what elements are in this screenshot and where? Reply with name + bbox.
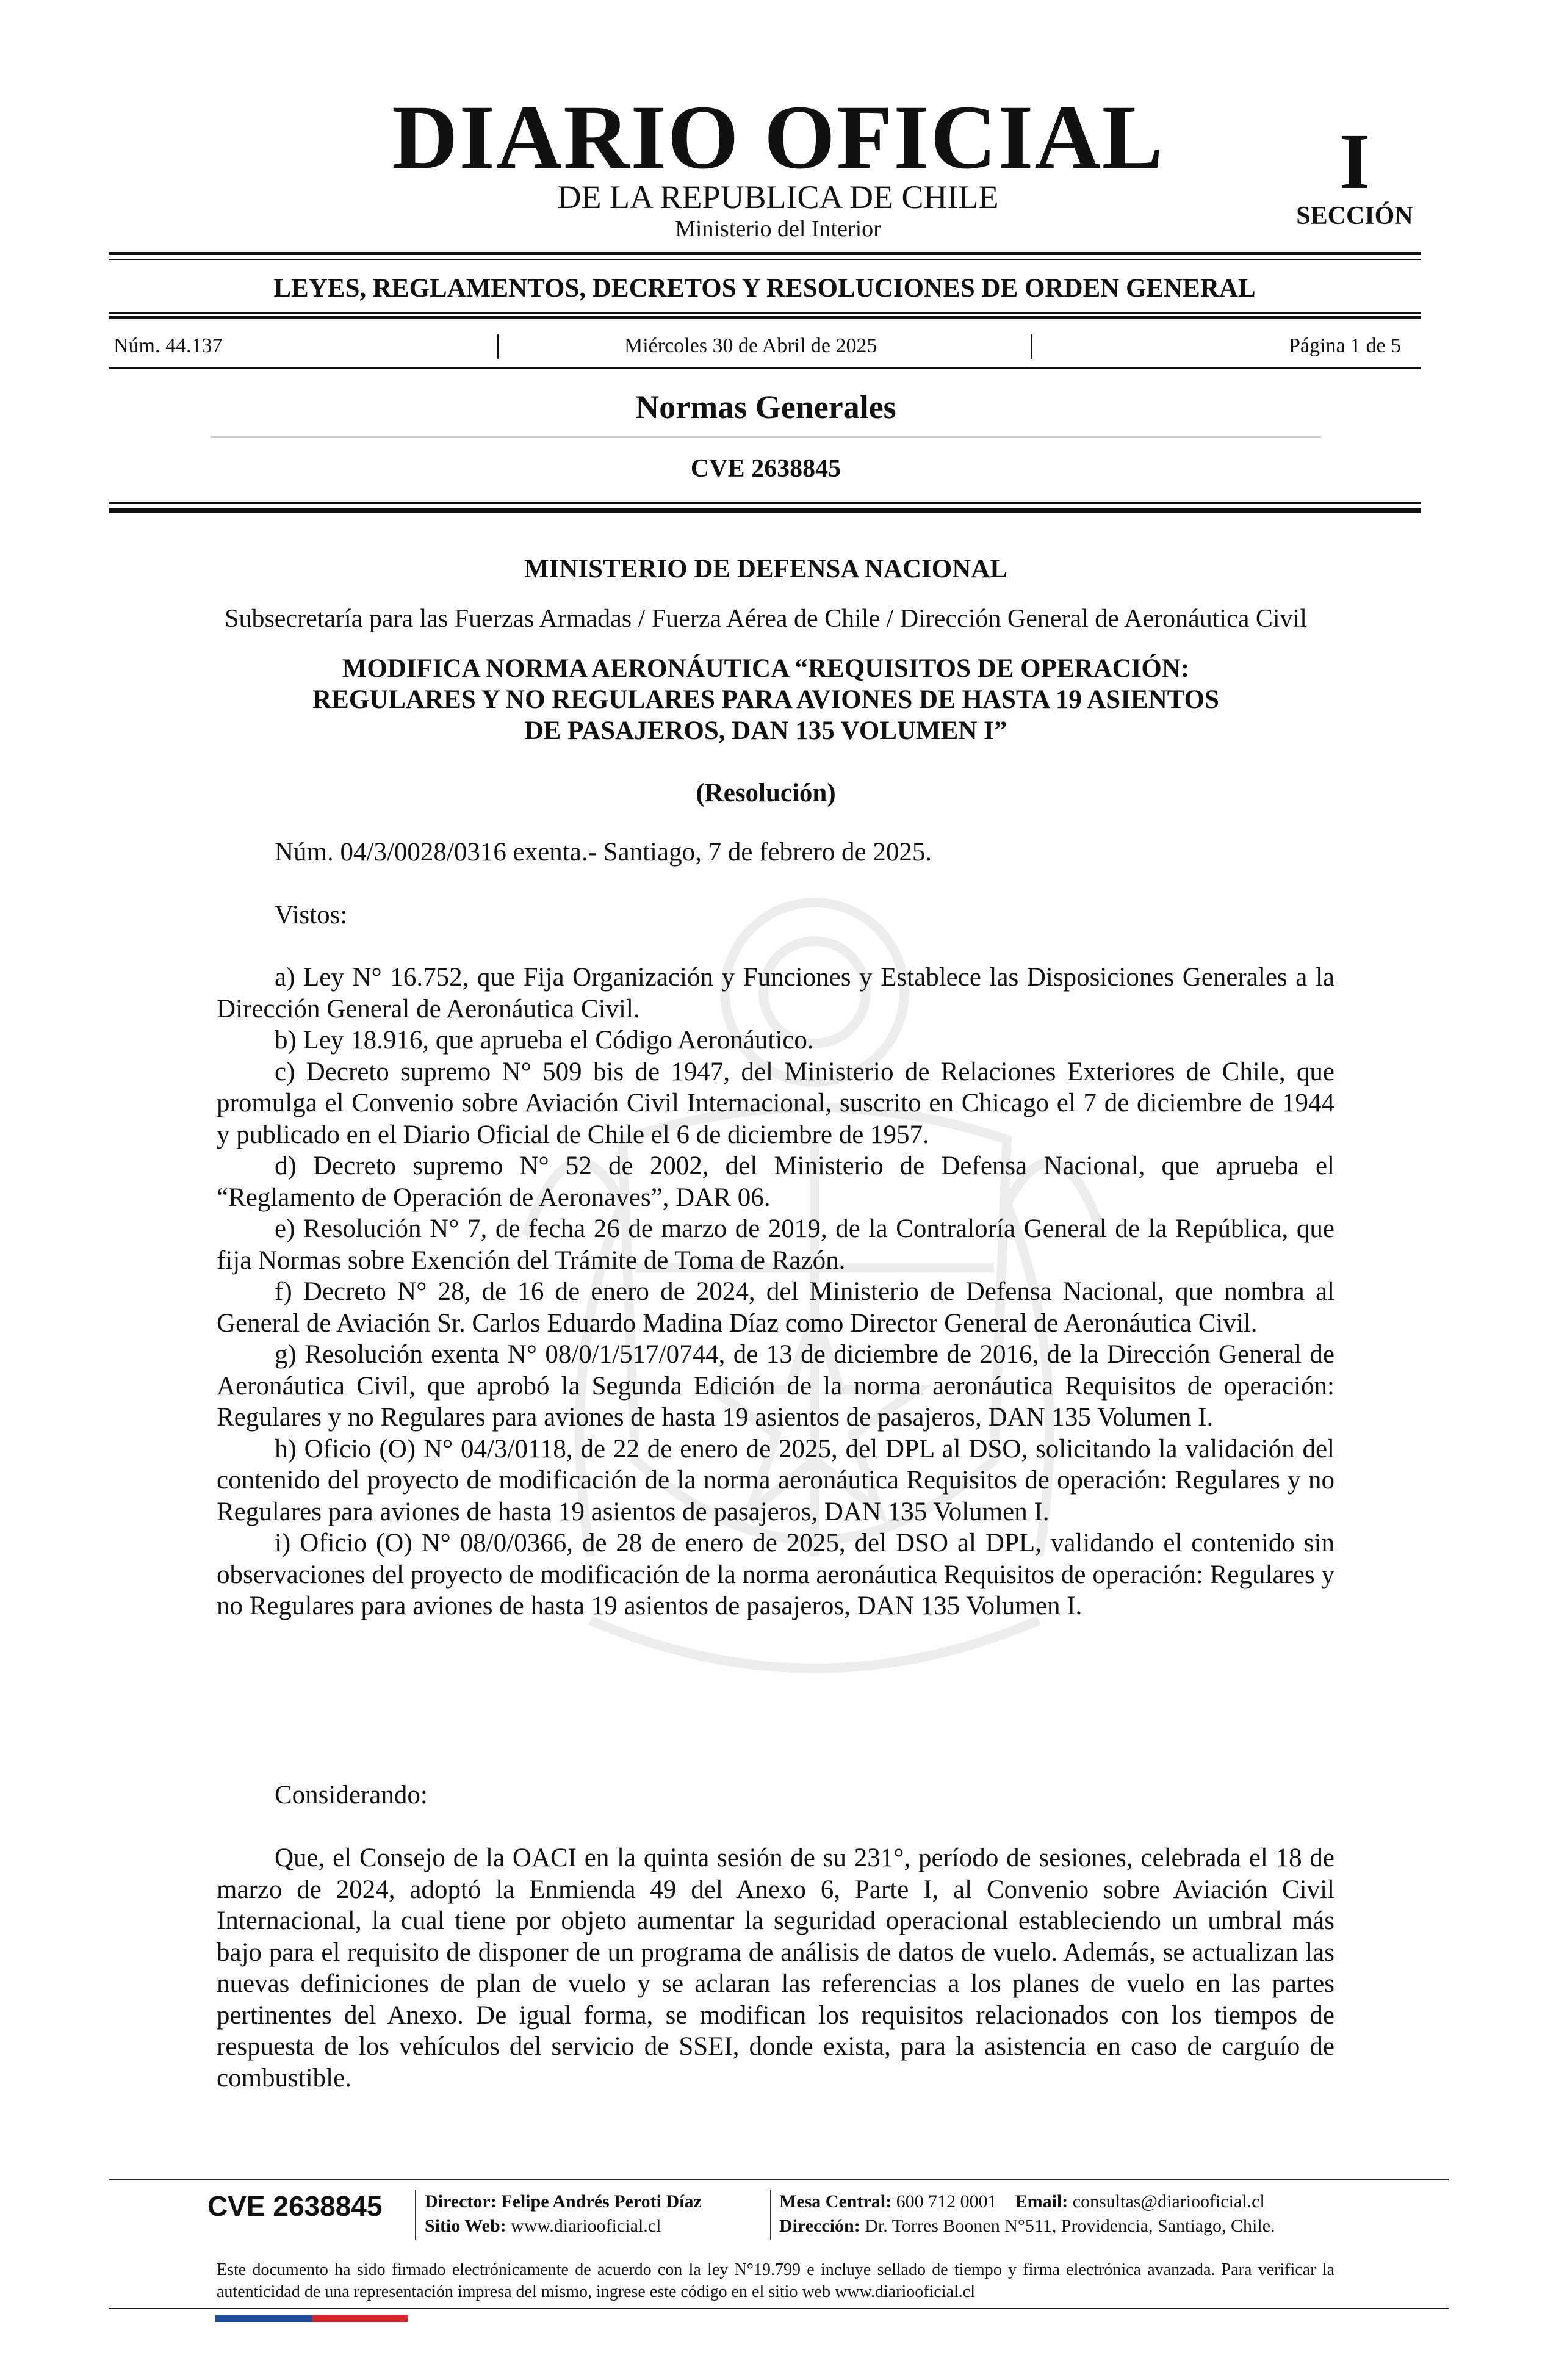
director-name: Felipe Andrés Peroti Díaz (501, 2191, 702, 2212)
newspaper-subtitle: DE LA REPUBLICA DE CHILE (557, 179, 999, 215)
footer-contact-block (779, 2190, 1275, 2238)
vistos-list (217, 962, 1334, 1622)
flag-stripe-blue (215, 2315, 312, 2322)
visto-item: f) Decreto N° 28, de 16 de enero de 2024, del Ministerio de Defensa Nacional, que nombra al General de Aviación Sr. Carlos Eduardo Madina Díaz como Director General de Aeronáutica Civil. (217, 1277, 1334, 1338)
director-label: Director: (425, 2191, 497, 2212)
meta-separator (1031, 334, 1032, 359)
legal-notice: Este documento ha sido firmado electrónicamente de acuerdo con la ley N°19.799 e incluye sellado de tiempo y firma electrónica avanzada. Para verificar la autenticidad de una representación impresa del mismo, ingrese este código en el sitio web www.diariooficial.cl (217, 2260, 1334, 2301)
footer-director-block (425, 2190, 702, 2238)
category-heading: Normas Generales (635, 389, 896, 425)
document-type: (Resolución) (696, 779, 836, 807)
divider (109, 2179, 1449, 2180)
visto-item: b) Ley 18.916, que aprueba el Código Aeronáutico. (275, 1026, 814, 1055)
section-banner: LEYES, REGLAMENTOS, DECRETOS Y RESOLUCIONES DE ORDEN GENERAL (273, 274, 1256, 303)
address-text: Dr. Torres Boonen N°511, Providencia, Santiago, Chile. (865, 2216, 1275, 2236)
visto-item: e) Resolución N° 7, de fecha 26 de marzo de 2019, de la Contraloría General de la República, que fija Normas sobre Exención del Trámite de Toma de Razón. (217, 1214, 1334, 1275)
footer-cve: CVE 2638845 (207, 2190, 383, 2222)
visto-item: h) Oficio (O) N° 04/3/0118, de 22 de enero de 2025, del DPL al DSO, solicitando la validación del contenido del proyecto de modificación de la norma aeronáutica Requisitos de operación: Regulares y no Regulares para aviones de hasta 19 asientos de pasajeros, DAN 135 Volumen I. (217, 1434, 1334, 1526)
newspaper-title: DIARIO OFICIAL (392, 87, 1164, 188)
visto-item: d) Decreto supremo N° 52 de 2002, del Ministerio de Defensa Nacional, que aprueba el “Reglamento de Operación de Aeronaves”, DAR 06. (217, 1152, 1334, 1212)
divider (109, 367, 1421, 369)
divider (109, 316, 1421, 319)
meta-separator (497, 334, 499, 359)
page-indicator: Página 1 de 5 (1289, 334, 1402, 357)
considerando-label: Considerando: (275, 1781, 428, 1809)
address-label: Dirección: (779, 2216, 860, 2236)
title-line: REGULARES Y NO REGULARES PARA AVIONES DE HASTA 19 ASIENTOS (312, 685, 1219, 714)
mesa-phone: 600 712 0001 (896, 2191, 997, 2212)
visto-item: c) Decreto supremo N° 509 bis de 1947, del Ministerio de Relaciones Exteriores de Chile, que promulga el Convenio sobre Aviación Civil Internacional, suscrito en Chicago el 7 de diciembre de 1944 y publicado en el Diario Oficial de Chile el 6 de diciembre de 1957. (217, 1057, 1334, 1149)
visto-item: g) Resolución exenta N° 08/0/1/517/0744, de 13 de diciembre de 2016, de la Dirección General de Aeronáutica Civil, que aprobó la Segunda Edición de la norma aeronáutica Requisitos de operación: Regulares y no Regulares para aviones de hasta 19 asientos de pasajeros, DAN 135 Volumen I. (217, 1340, 1334, 1432)
divider (109, 502, 1421, 504)
ministry-line: Ministerio del Interior (675, 216, 881, 242)
email-label: Email: (1015, 2191, 1068, 2212)
vistos-label: Vistos: (275, 901, 348, 929)
footer-separator (770, 2190, 771, 2240)
divider (109, 508, 1421, 513)
mesa-label: Mesa Central: (779, 2191, 892, 2212)
site-link[interactable]: www.diariooficial.cl (511, 2216, 661, 2236)
considerando-body (217, 1842, 1334, 2094)
resolution-number: Núm. 04/3/0028/0316 exenta.- Santiago, 7 de febrero de 2025. (275, 838, 932, 867)
visto-item: i) Oficio (O) N° 08/0/0366, de 28 de enero de 2025, del DSO al DPL, validando el contenido sin observaciones del proyecto de modificación de la norma aeronáutica Requisitos de operación: Regulares y no Regulares para aviones de hasta 19 asientos de pasajeros, DAN 135 Volumen I. (217, 1529, 1334, 1620)
section-label: SECCIÓN (1296, 202, 1413, 230)
section-number: I (1339, 118, 1371, 206)
divider (109, 259, 1421, 260)
email-link[interactable]: consultas@diariooficial.cl (1072, 2191, 1265, 2212)
footer-separator (415, 2190, 416, 2240)
visto-item: a) Ley N° 16.752, que Fija Organización y Funciones y Establece las Disposiciones Generales a la Dirección General de Aeronáutica Civil. (217, 963, 1334, 1023)
considerando-paragraph: Que, el Consejo de la OACI en la quinta sesión de su 231°, período de sesiones, celebrada el 18 de marzo de 2024, adoptó la Enmienda 49 del Anexo 6, Parte I, al Convenio sobre Aviación Civil Internacional, la cual tiene por objeto aumentar la seguridad operacional estableciendo un umbral más bajo para el requisito de disponer de un programa de análisis de datos de vuelo. Además, se actualizan las nuevas definiciones de plan de vuelo y se aclaran las referencias a los planes de vuelo en las partes pertinentes del Anexo. De igual forma, se modifican los requisitos relacionados con los tiempos de respuesta de los vehículos del servicio de SSEI, donde exista, para la asistencia en caso de carguío de combustible. (217, 1844, 1334, 2093)
document-title (0, 653, 1532, 746)
issuing-ministry: MINISTERIO DE DEFENSA NACIONAL (524, 555, 1008, 583)
site-label: Sitio Web: (425, 2216, 506, 2236)
title-line: DE PASAJEROS, DAN 135 VOLUMEN I” (524, 716, 1007, 745)
issue-number: Núm. 44.137 (113, 334, 223, 357)
cve-code: CVE 2638845 (690, 455, 841, 483)
title-line: MODIFICA NORMA AERONÁUTICA “REQUISITOS DE OPERACIÓN: (342, 654, 1190, 683)
divider (109, 252, 1421, 255)
issuing-subsecretaria: Subsecretaría para las Fuerzas Armadas / Fuerza Aérea de Chile / Dirección General de Aeronáutica Civil (225, 605, 1307, 633)
flag-stripe-red (312, 2315, 408, 2322)
divider (109, 2308, 1449, 2309)
issue-date: Miércoles 30 de Abril de 2025 (624, 334, 877, 357)
divider (109, 312, 1421, 314)
divider (211, 436, 1321, 438)
